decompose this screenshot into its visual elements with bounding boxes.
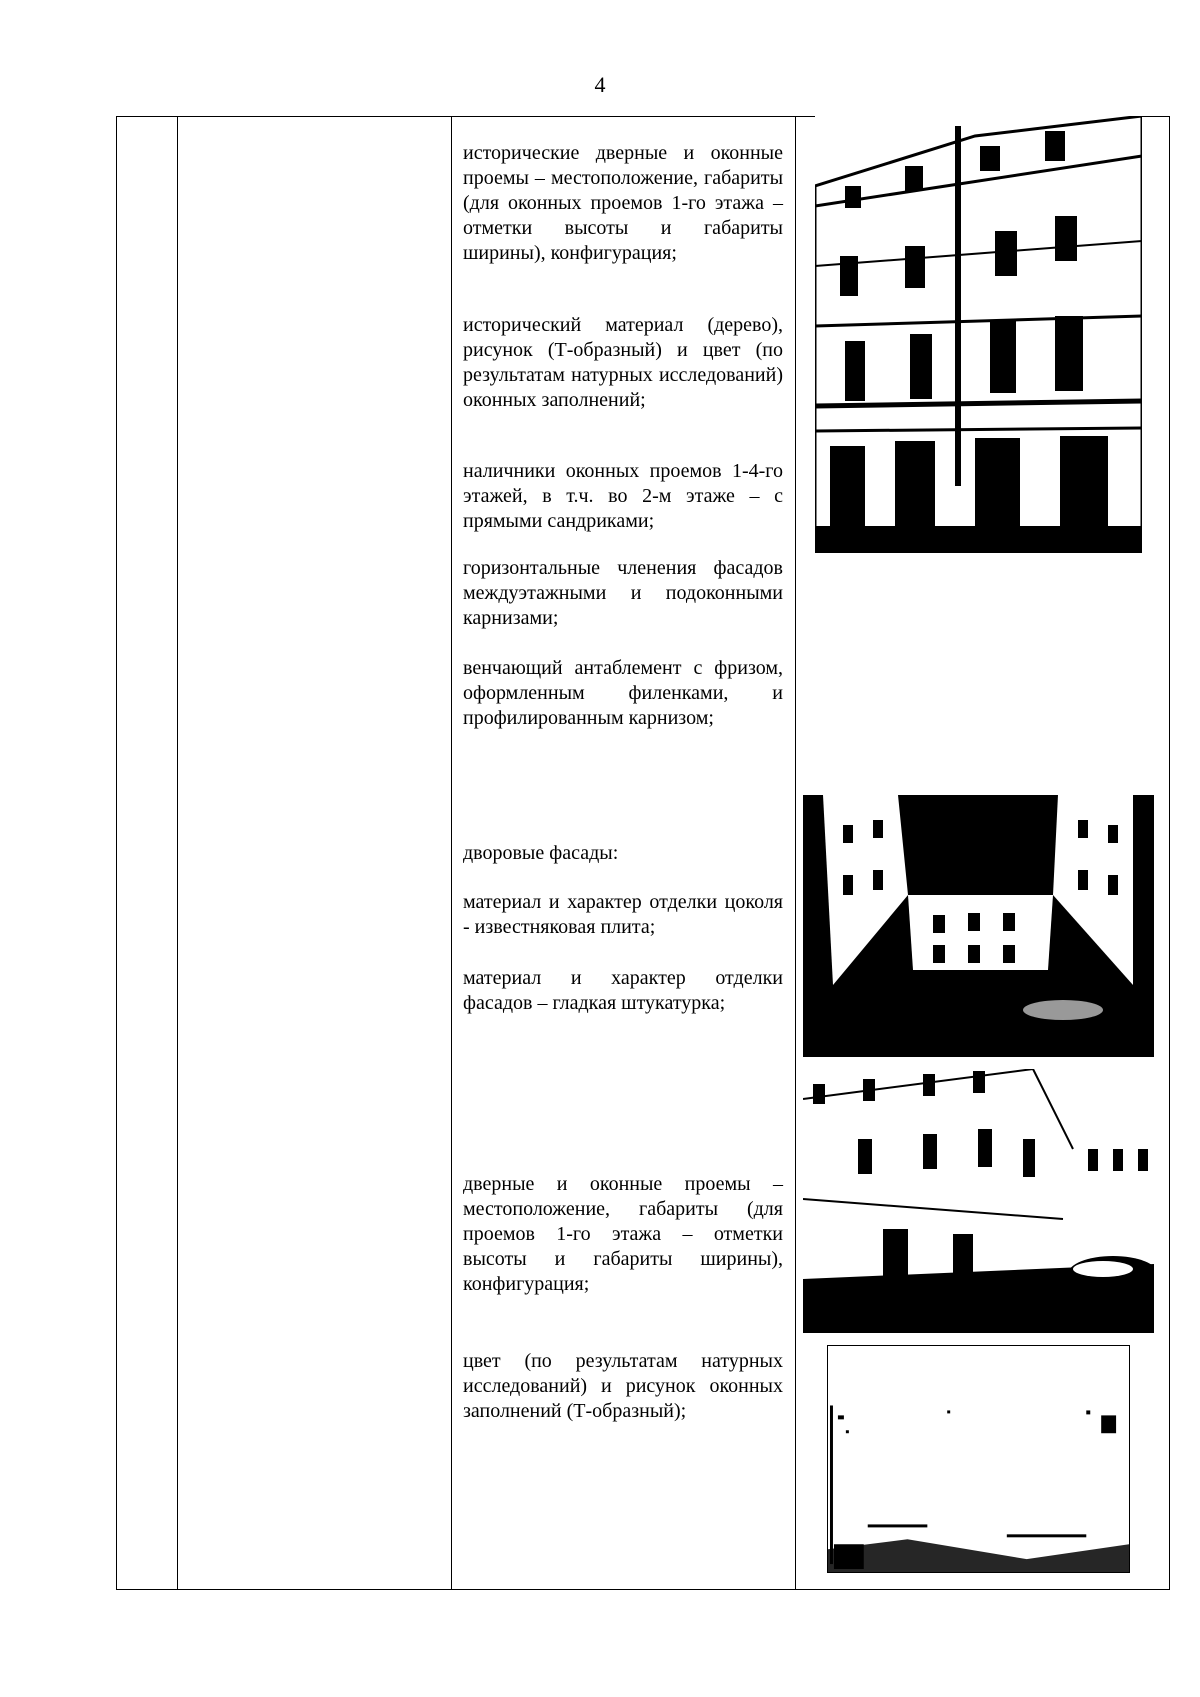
column-divider-1 (177, 116, 178, 1590)
paragraph-entablature (463, 656, 783, 731)
paragraph-text: материал и характер отделки фасадов – гладкая штукатурка; (463, 967, 783, 1014)
paragraph-text: исторический материал (дерево), рисунок (Т-образный) и цвет (по результатам натурных исследований) оконных заполнений; (463, 314, 783, 411)
paragraph-window-trims (463, 459, 783, 534)
paragraph-window-color (463, 1349, 783, 1424)
column-divider-2 (451, 116, 452, 1590)
paragraph-historic-openings (463, 141, 783, 266)
street-facade-photo (815, 116, 1142, 553)
paragraph-courtyard-openings (463, 1172, 783, 1297)
paragraph-text: наличники оконных проемов 1-4-го этажей, в т.ч. во 2-м этаже – с прямыми сандриками; (463, 460, 783, 532)
paragraph-text: исторические дверные и оконные проемы – местоположение, габариты (для оконных проемов 1-го этажа – отметки высоты и габариты ширины), конфигурация; (463, 142, 783, 264)
paragraph-text: горизонтальные членения фасадов междуэтажными и подоконными карнизами; (463, 557, 783, 629)
paragraph-horizontal-divisions (463, 556, 783, 631)
paragraph-text: цвет (по результатам натурных исследований) и рисунок оконных заполнений (Т-образный); (463, 1350, 783, 1422)
paragraph-window-material (463, 313, 783, 413)
column-divider-3 (795, 116, 796, 1590)
courtyard-photo (803, 795, 1154, 1057)
paragraph-text: дворовые фасады: (463, 842, 619, 864)
window-fill-photo (827, 1345, 1130, 1573)
paragraph-text: венчающий антаблемент с фризом, оформленным филенками, и профилированным карнизом; (463, 657, 783, 729)
courtyard-corner-photo (803, 1069, 1154, 1333)
paragraph-text: дверные и оконные проемы – местоположение, габариты (для проемов 1-го этажа – отметки высоты и габариты ширины), конфигурация; (463, 1173, 783, 1295)
page-number: 4 (594, 72, 606, 97)
paragraph-text: материал и характер отделки цоколя - известняковая плита; (463, 891, 783, 938)
paragraph-plinth-finish (463, 890, 783, 940)
paragraph-facade-finish (463, 966, 783, 1016)
paragraph-courtyard-facades (463, 841, 783, 866)
